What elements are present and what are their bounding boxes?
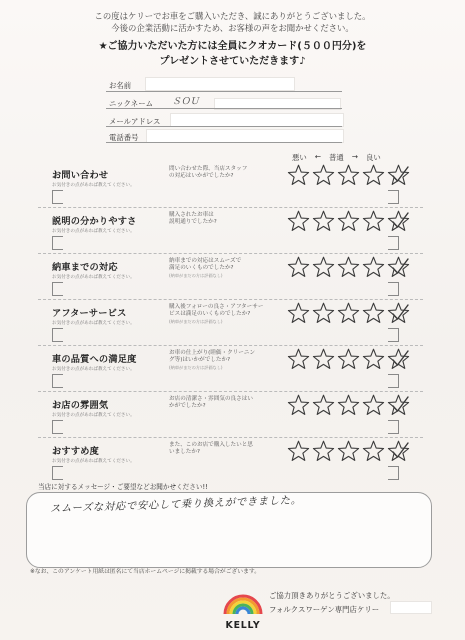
star-4-icon[interactable] bbox=[362, 394, 385, 416]
shop-name: フォルクスワーゲン専門店ケリー bbox=[269, 605, 380, 614]
nickname-line bbox=[106, 108, 342, 109]
campaign-line-2: プレゼントさせていただきます♪ bbox=[159, 56, 306, 67]
comment-hint: お気付きの点があれば教えてください。 bbox=[52, 413, 135, 418]
description-line: 納車までの対応はスムーズで bbox=[169, 258, 242, 264]
star-5-icon[interactable] bbox=[387, 302, 410, 324]
star-5-icon[interactable] bbox=[387, 440, 410, 462]
comment-bracket-right bbox=[388, 328, 399, 342]
star-1-icon[interactable] bbox=[287, 348, 310, 370]
name-line bbox=[106, 91, 342, 92]
scale-normal: 普通 bbox=[329, 153, 344, 162]
phone-label: 電話番号 bbox=[109, 133, 139, 142]
message-text: スムーズな対応で安心して乗り換えができました。 bbox=[49, 494, 302, 515]
comment-bracket-right bbox=[388, 374, 399, 388]
star-3-icon[interactable] bbox=[337, 256, 360, 278]
comment-field[interactable] bbox=[62, 328, 388, 340]
comment-field[interactable] bbox=[62, 466, 388, 478]
question-title: お問い合わせ bbox=[52, 170, 109, 181]
star-2-icon[interactable] bbox=[312, 302, 335, 324]
comment-field[interactable] bbox=[62, 420, 388, 432]
question-description bbox=[169, 166, 289, 180]
star-1-icon[interactable] bbox=[287, 210, 310, 232]
question-title: 説明の分かりやすさ bbox=[52, 216, 137, 227]
star-rating bbox=[287, 164, 412, 186]
description-line: の対応はいかがでしたか? bbox=[169, 173, 234, 180]
star-5-icon[interactable] bbox=[387, 164, 410, 186]
question-description bbox=[169, 442, 289, 456]
star-4-icon[interactable] bbox=[362, 210, 385, 232]
star-3-icon[interactable] bbox=[337, 210, 360, 232]
comment-hint: お気付きの点があれば教えてください。 bbox=[52, 367, 135, 372]
question-title: おすすめ度 bbox=[52, 446, 100, 457]
star-3-icon[interactable] bbox=[337, 440, 360, 462]
star-rating bbox=[287, 394, 412, 416]
kelly-logo bbox=[219, 584, 267, 632]
description-line: 説明通りでしたか? bbox=[169, 219, 217, 226]
email-label: メールアドレス bbox=[109, 117, 161, 126]
name-label: お名前 bbox=[109, 81, 132, 90]
description-line: 購入後フォローの良さ・アフターサー bbox=[169, 304, 264, 310]
description-line: グ等)はいかがでしたか? bbox=[169, 357, 231, 364]
comment-bracket-right bbox=[388, 466, 399, 480]
scale-bad: 悪い bbox=[292, 153, 307, 162]
email-line bbox=[106, 126, 342, 127]
comment-field[interactable] bbox=[62, 236, 388, 248]
star-4-icon[interactable] bbox=[362, 256, 385, 278]
comment-bracket-right bbox=[388, 420, 399, 434]
star-rating bbox=[287, 256, 412, 278]
comment-hint: お気付きの点があれば教えてください。 bbox=[52, 459, 135, 464]
question-divider bbox=[38, 253, 423, 254]
comment-bracket-right bbox=[388, 190, 399, 204]
logo-text: KELLY bbox=[225, 620, 261, 631]
campaign-line-1: ★ご協力いただいた方には全員にクオカード(５００円分)を bbox=[98, 41, 367, 52]
question-divider bbox=[38, 207, 423, 208]
thanks-text: ご協力頂きありがとうございました。 bbox=[269, 591, 395, 600]
comment-field[interactable] bbox=[62, 190, 388, 202]
scale-good: 良い bbox=[366, 153, 381, 162]
question-divider bbox=[38, 437, 423, 438]
question-description bbox=[169, 396, 289, 410]
question-description bbox=[169, 258, 289, 280]
description-line: また、このお店で購入したいと思 bbox=[169, 442, 253, 448]
shop-redaction bbox=[390, 601, 432, 614]
star-4-icon[interactable] bbox=[362, 440, 385, 462]
star-2-icon[interactable] bbox=[312, 210, 335, 232]
star-1-icon[interactable] bbox=[287, 256, 310, 278]
phone-redaction bbox=[146, 129, 344, 143]
question-divider bbox=[38, 345, 423, 346]
name-redaction bbox=[145, 77, 295, 91]
rainbow-icon bbox=[219, 584, 267, 618]
description-line: ビスは満足のいくものでしたか? bbox=[169, 311, 251, 318]
star-2-icon[interactable] bbox=[312, 256, 335, 278]
description-note: (納車がまだの方は評価なし) bbox=[169, 319, 223, 325]
rating-scale bbox=[292, 152, 381, 163]
star-rating bbox=[287, 210, 412, 232]
description-line: 問い合わせた際、当店スタッフ bbox=[169, 166, 248, 172]
question-title: 車の品質への満足度 bbox=[52, 354, 137, 365]
star-4-icon[interactable] bbox=[362, 348, 385, 370]
description-line: かがでしたか? bbox=[169, 403, 206, 410]
description-line: 購入されたお車は bbox=[169, 212, 214, 218]
intro-line-2: 今後の企業活動に活かすため、お客様の声をお聞かせください。 bbox=[111, 23, 354, 33]
phone-line bbox=[106, 142, 342, 143]
description-note: (納車がまだの方は評価なし) bbox=[169, 365, 223, 371]
star-rating bbox=[287, 348, 412, 370]
question-divider bbox=[38, 391, 423, 392]
comment-hint: お気付きの点があれば教えてください。 bbox=[52, 183, 135, 188]
star-2-icon[interactable] bbox=[312, 348, 335, 370]
star-4-icon[interactable] bbox=[362, 302, 385, 324]
question-divider bbox=[38, 299, 423, 300]
anonymity-note: ※なお、このアンケート用紙は匿名にて当店ホームページに掲載する場合がございます。 bbox=[30, 569, 261, 575]
comment-hint: お気付きの点があれば教えてください。 bbox=[52, 275, 135, 280]
question-title: アフターサービス bbox=[52, 308, 127, 319]
email-redaction bbox=[170, 113, 344, 127]
question-description bbox=[169, 350, 289, 372]
message-title: 当店に対するメッセージ・ご要望などお聞かせください!! bbox=[38, 483, 208, 491]
star-1-icon[interactable] bbox=[287, 302, 310, 324]
star-3-icon[interactable] bbox=[337, 394, 360, 416]
star-2-icon[interactable] bbox=[312, 164, 335, 186]
comment-bracket-right bbox=[388, 236, 399, 250]
scale-arrow-right: → bbox=[351, 152, 358, 161]
star-1-icon[interactable] bbox=[287, 164, 310, 186]
star-1-icon[interactable] bbox=[287, 394, 310, 416]
star-rating bbox=[287, 302, 412, 324]
description-line: いましたか? bbox=[169, 449, 200, 456]
description-line: お車の仕上がり(睦価・クリーニン bbox=[169, 350, 256, 356]
star-3-icon[interactable] bbox=[337, 302, 360, 324]
question-title: 納車までの対応 bbox=[52, 262, 118, 273]
star-1-icon[interactable] bbox=[287, 440, 310, 462]
comment-hint: お気付きの点があれば教えてください。 bbox=[52, 321, 135, 326]
comment-bracket-right bbox=[388, 282, 399, 296]
star-3-icon[interactable] bbox=[337, 164, 360, 186]
question-description bbox=[169, 304, 289, 326]
comment-hint: お気付きの点があれば教えてください。 bbox=[52, 229, 135, 234]
star-5-icon[interactable] bbox=[387, 394, 410, 416]
comment-field[interactable] bbox=[62, 374, 388, 386]
question-description bbox=[169, 212, 289, 226]
star-rating bbox=[287, 440, 412, 462]
comment-field[interactable] bbox=[62, 282, 388, 294]
star-5-icon[interactable] bbox=[387, 210, 410, 232]
nickname-value[interactable]: ＳＯＵ bbox=[172, 97, 200, 107]
description-note: (納車がまだの方は評価なし) bbox=[169, 273, 223, 279]
description-line: 満足のいくものでしたか? bbox=[169, 265, 234, 272]
star-5-icon[interactable] bbox=[387, 256, 410, 278]
scale-arrow-left: ← bbox=[314, 152, 321, 161]
star-3-icon[interactable] bbox=[337, 348, 360, 370]
star-4-icon[interactable] bbox=[362, 164, 385, 186]
description-line: お店の清潔さ・雰囲気の良さはい bbox=[169, 396, 253, 402]
question-title: お店の雰囲気 bbox=[52, 400, 109, 411]
nickname-label: ニックネーム bbox=[109, 99, 153, 108]
star-2-icon[interactable] bbox=[312, 440, 335, 462]
intro-line-1: この度はケリーでお車をご購入いただき、誠にありがとうございました。 bbox=[94, 11, 371, 21]
star-5-icon[interactable] bbox=[387, 348, 410, 370]
star-2-icon[interactable] bbox=[312, 394, 335, 416]
